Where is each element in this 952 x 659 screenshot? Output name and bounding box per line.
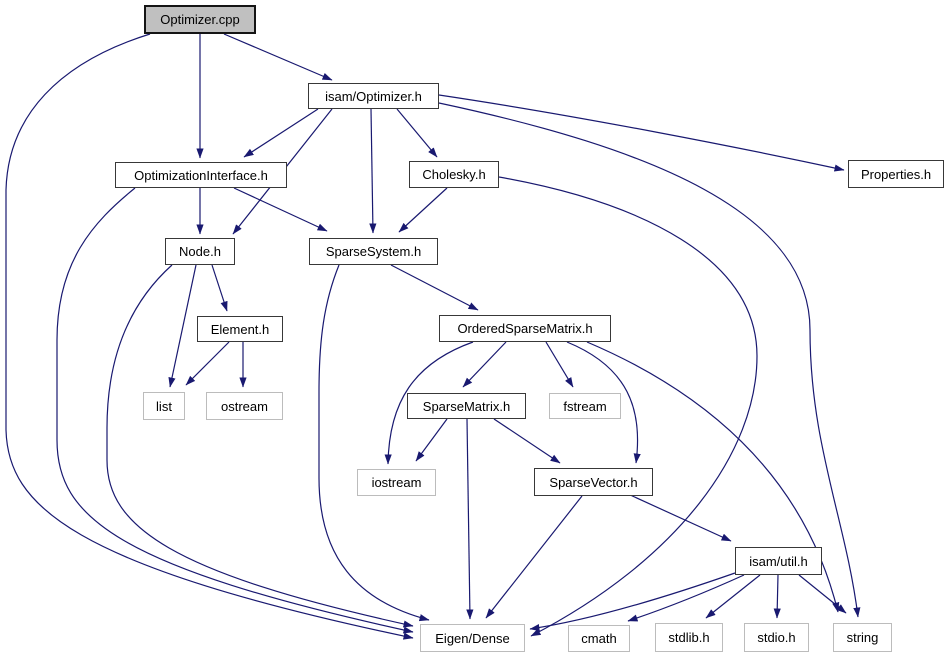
edge-sparse-vector-h-to-isam-util-h — [628, 494, 731, 541]
graph-node-ordered-sparse-matrix-h[interactable]: OrderedSparseMatrix.h — [439, 315, 611, 342]
graph-node-cholesky-h[interactable]: Cholesky.h — [409, 161, 499, 188]
graph-node-iostream: iostream — [357, 469, 436, 496]
edge-sparse-matrix-h-to-sparse-vector-h — [494, 419, 560, 463]
edge-sparse-matrix-h-to-eigen-dense — [467, 419, 470, 619]
edge-isam-util-h-to-eigen-dense — [530, 573, 735, 629]
graph-node-optimization-interface-h[interactable]: OptimizationInterface.h — [115, 162, 287, 188]
edge-isam-util-h-to-string — [799, 575, 846, 613]
edge-sparse-system-h-to-eigen-dense — [319, 265, 429, 620]
edge-node-h-to-list — [170, 265, 196, 387]
edge-optimizer-cpp-to-isam-optimizer-h — [224, 34, 332, 80]
graph-node-node-h[interactable]: Node.h — [165, 238, 235, 265]
edge-node-h-to-element-h — [212, 265, 227, 311]
graph-node-sparse-matrix-h[interactable]: SparseMatrix.h — [407, 393, 526, 419]
graph-node-sparse-vector-h[interactable]: SparseVector.h — [534, 468, 653, 496]
edge-sparse-matrix-h-to-iostream — [416, 419, 447, 461]
edge-isam-optimizer-h-to-string — [439, 103, 858, 617]
edge-ordered-sparse-matrix-h-to-fstream — [546, 342, 573, 387]
edge-isam-util-h-to-stdlib-h — [706, 575, 760, 618]
graph-node-ostream: ostream — [206, 392, 283, 420]
edge-sparse-vector-h-to-eigen-dense — [486, 496, 582, 618]
graph-node-properties-h[interactable]: Properties.h — [848, 160, 944, 188]
edge-optimization-interface-h-to-sparse-system-h — [234, 188, 327, 231]
edge-isam-optimizer-h-to-properties-h — [439, 95, 844, 170]
edge-cholesky-h-to-eigen-dense — [499, 177, 757, 636]
graph-node-isam-optimizer-h[interactable]: isam/Optimizer.h — [308, 83, 439, 109]
graph-node-list: list — [143, 392, 185, 420]
graph-node-stdio-h: stdio.h — [744, 623, 809, 652]
graph-node-sparse-system-h[interactable]: SparseSystem.h — [309, 238, 438, 265]
graph-node-optimizer-cpp: Optimizer.cpp — [144, 5, 256, 34]
graph-node-fstream: fstream — [549, 393, 621, 419]
edge-isam-util-h-to-cmath — [628, 575, 744, 621]
graph-node-isam-util-h[interactable]: isam/util.h — [735, 547, 822, 575]
graph-node-string: string — [833, 623, 892, 652]
edge-element-h-to-list — [186, 342, 229, 385]
edge-isam-util-h-to-stdio-h — [777, 575, 778, 618]
edge-isam-optimizer-h-to-sparse-system-h — [371, 109, 373, 233]
edge-ordered-sparse-matrix-h-to-sparse-matrix-h — [463, 342, 506, 387]
graph-node-stdlib-h: stdlib.h — [655, 623, 723, 652]
graph-node-cmath: cmath — [568, 625, 630, 652]
graph-node-eigen-dense: Eigen/Dense — [420, 624, 525, 652]
edge-sparse-system-h-to-ordered-sparse-matrix-h — [391, 265, 478, 310]
edge-cholesky-h-to-sparse-system-h — [399, 188, 447, 232]
edge-isam-optimizer-h-to-cholesky-h — [397, 109, 437, 157]
edge-isam-optimizer-h-to-optimization-interface-h — [244, 109, 318, 157]
graph-node-element-h[interactable]: Element.h — [197, 316, 283, 342]
